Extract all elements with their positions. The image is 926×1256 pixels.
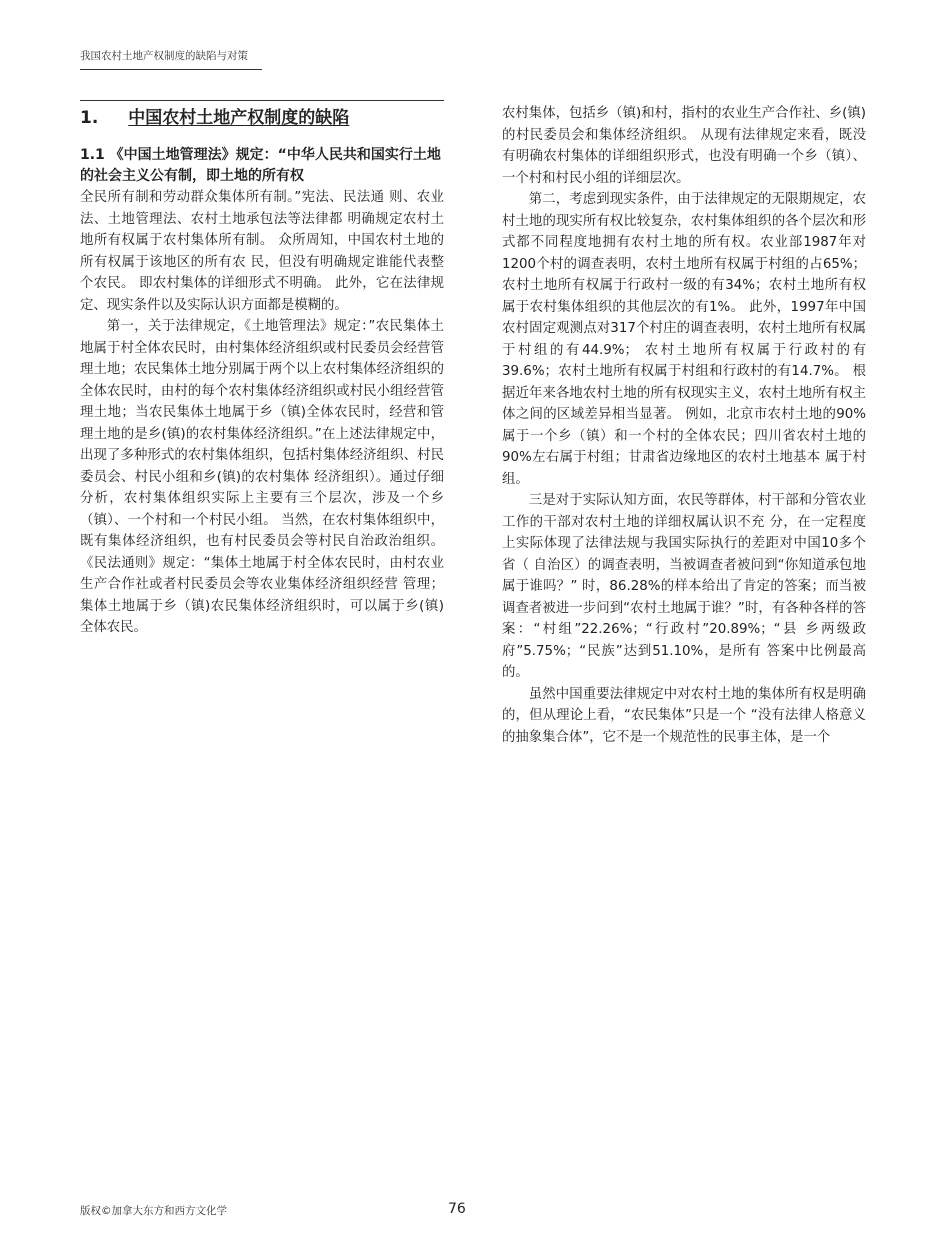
paragraph: 农村集体，包括乡（镇)和村，指村的农业生产合作社、乡(镇)的村民委员会和集体经济组织。 从现有法律规定来看，既没有明确农村集体的详细组织形式，也没有明确一个乡（镇）、一个村和村民小组的详细层次。 [502,106,866,186]
paragraph: 第一，关于法律规定，《土地管理法》规定：”农民集体土地属于村全体农民时，由村集体经济组织或村民委员会经营管理土地；农民集体土地分别属于两个以上农村集体经济组织的全体农民时，由村的每个农村集体经济组织或村民小组经营管理土地；当农民集体土地属于乡（镇)全体农民时，经营和管理土地的是乡(镇)的农村集体经济组织。”在上述法律规定中，出现了多种形式的农村集体组织，包括村集体经济组织、村民委员会、村民小组和乡(镇)的农村集体 经济组织）。通过仔细分析，农村集体组织实际上主要有三个层次，涉及一个乡（镇）、一个村和一个村民小组。 当然，在农村集体组织中，既有集体经济组织，也有村民委员会等村民自治政治组织。 《民法通则》规定：“集体土地属于村全体农民时，由村农业 生产合作社或者村民委员会等农业集体经济组织经营 管理；集体土地属于乡（镇)农民集体经济组织时，可以属于乡(镇) 全体农民。 [80,319,444,635]
header-rule [80,69,262,70]
paragraph: 全民所有制和劳动群众集体所有制。”宪法、民法通 则、农业法、土地管理法、农村土地承包法等法律都 明确规定农村土地所有权属于农村集体所有制。 众所周知，中国农村土地的所有权属于该地区的所有农 民，但没有明确规定谁能代表整个农民。 即农村集体的详细形式不明确。 此外，它在法律规定、现实条件以及实际认识方面都是模糊的。 [80,190,444,313]
paragraph: 第二，考虑到现实条件，由于法律规定的无限期规定，农村土地的现实所有权比较复杂，农村集体组织的各个层次和形式都不同程度地拥有农村土地的所有权。农业部1987年对1200个村的调查表明，农村土地所有权属于村组的占65%；农村土地所有权属于行政村一级的有34%；农村土地所有权属于农村集体组织的其他层次的有1%。 此外，1997年中国农村固定观测点对317个村庄的调查表明，农村土地所有权属于村组的有44.9%； 农村土地所有权属于行政村的有39.6%；农村土地所有权属于村组和行政村的有14.7%。 根据近年来各地农村土地的所有权现实主义，农村土地所有权主体之间的区域差异相当显著。 例如，北京市农村土地的90%属于一个乡（镇）和一个村的全体农民；四川省农村土地的90%左右属于村组；甘肃省边缘地区的农村土地基本 属于村组。 [502,192,866,487]
paragraph: 虽然中国重要法律规定中对农村土地的集体所有权是明确的，但从理论上看，“农民集体”只是一个 “没有法律人格意义的抽象集合体”，它不是一个规范性的民事主体，是一个 [502,686,866,745]
paragraph: 三是对于实际认知方面，农民等群体，村干部和分管农业工作的干部对农村土地的详细权属认识不充 分，在一定程度上实际体现了法律法规与我国实际执行的差距对中国10多个省（ 自治区）的调查表明，当被调查者被问到“你知道承包地属于谁吗？” 时，86.28%的样本给出了肯定的答案；而当被调查者被进一步问到“农村土地属于谁？”时，有各种各样的答案：“村组”22.26%；“行政村”20.89%；“县 乡两级政府”5.75%；“民族”达到51.10%，是所有 答案中比例最高的。 [502,493,866,680]
section-rule [80,100,444,101]
section-title: 中国农村土地产权制度的缺陷 [128,108,350,128]
right-column [502,103,866,748]
left-column [80,100,444,639]
subsection-heading: 1.1 《中国土地管理法》规定：“中华人民共和国实行土地的社会主义公有制，即土地的所有权 [80,147,441,184]
page-number: 76 [448,1201,466,1217]
section-heading [80,107,444,129]
copyright-notice: 版权©加拿大东方和西方文化学 [80,1205,227,1217]
section-number: 1. [80,108,99,128]
running-header: 我国农村土地产权制度的缺陷与对策 [80,50,248,62]
